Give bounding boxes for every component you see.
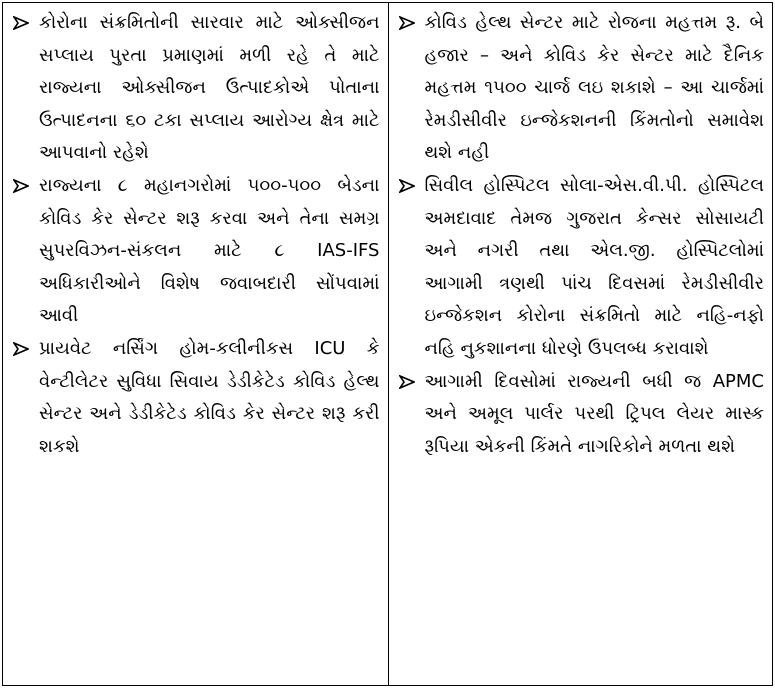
bullet-text: આગામી દિવસોમાં રાજ્યની બધી જ APMC અને અમૂલ પાર્લર પરથી ટ્રિપલ લેયર માસ્ક રૂપિયા એકની કિંમતે નાગરિકોને મળતા થશે bbox=[424, 370, 764, 457]
list-item bbox=[9, 7, 380, 170]
arrowhead-bullet-icon bbox=[397, 170, 417, 202]
two-column-table bbox=[2, 2, 773, 686]
bullet-text: પ્રાયવેટ નર્સિંગ હોમ-કલીનીકસ ICU કે વેન્ટીલેટર સુવિધા સિવાય ડેડીકેટેડ કોવિડ હેલ્થ સેન્ટર અને ડેડીકેટેડ કોવિડ કેર સેન્ટર શરૂ કરી શકશે bbox=[39, 337, 380, 457]
arrowhead-bullet-icon bbox=[397, 7, 417, 39]
arrowhead-bullet-icon bbox=[11, 7, 31, 39]
bullet-text: કોવિડ હેલ્થ સેન્ટર માટે રોજના મહત્તમ રૂ. બે હજાર – અને કોવિડ કેર સેન્ટર માટે દૈનિક મહત્તમ ૧૫૦૦ ચાર્જ લઇ શકાશે – આ ચાર્જમાં રેમડીસીવીર ઇન્જેકશનની કિંમતોનો સમાવેશ થશે નહી bbox=[424, 12, 764, 164]
list-item bbox=[395, 170, 765, 366]
arrowhead-bullet-icon bbox=[11, 333, 31, 365]
bullet-text: કોરોના સંક્રમિતોની સારવાર માટે ઓક્સીજન સપ્લાય પુરતા પ્રમાણમાં મળી રહે તે માટે રાજ્યના ઓક્સીજન ઉત્પાદકોએ પોતાના ઉત્પાદનના ૬૦ ટકા સપ્લાય આરોગ્ય ક્ષેત્ર માટે આપવાનો રહેશે bbox=[39, 12, 380, 164]
bullet-text: સિવીલ હોસ્પિટલ સોલા-એસ.વી.પી. હોસ્પિટલ અમદાવાદ તેમજ ગુજરાત કેન્સર સોસાયટી અને નગરી તથા એલ.જી. હોસ્પિટલોમાં આગામી ત્રણથી પાંચ દિવસમાં રેમડીસીવીર ઇન્જેકશન કોરોના સંક્રમિતો માટે નહિ-નફો નહિ નુકશાનના ધોરણે ઉપલબ્ધ કરાવાશે bbox=[424, 174, 764, 359]
list-item bbox=[395, 7, 765, 170]
list-item bbox=[9, 170, 380, 333]
list-item bbox=[9, 333, 380, 463]
right-column bbox=[388, 3, 773, 685]
list-item bbox=[395, 366, 765, 464]
left-bullet-list bbox=[9, 7, 380, 463]
arrowhead-bullet-icon bbox=[11, 170, 31, 202]
bullet-text: રાજ્યના ૮ મહાનગરોમાં ૫૦૦-૫૦૦ બેડના કોવિડ કેર સેન્ટર શરૂ કરવા અને તેના સમગ્ર સુપરવિઝન-સંકલન માટે ૮ IAS-IFS અધિકારીઓને વિશેષ જવાબદારી સોંપવામાં આવી bbox=[39, 174, 380, 327]
left-column bbox=[3, 3, 388, 685]
arrowhead-bullet-icon bbox=[397, 366, 417, 398]
right-bullet-list bbox=[395, 7, 765, 463]
